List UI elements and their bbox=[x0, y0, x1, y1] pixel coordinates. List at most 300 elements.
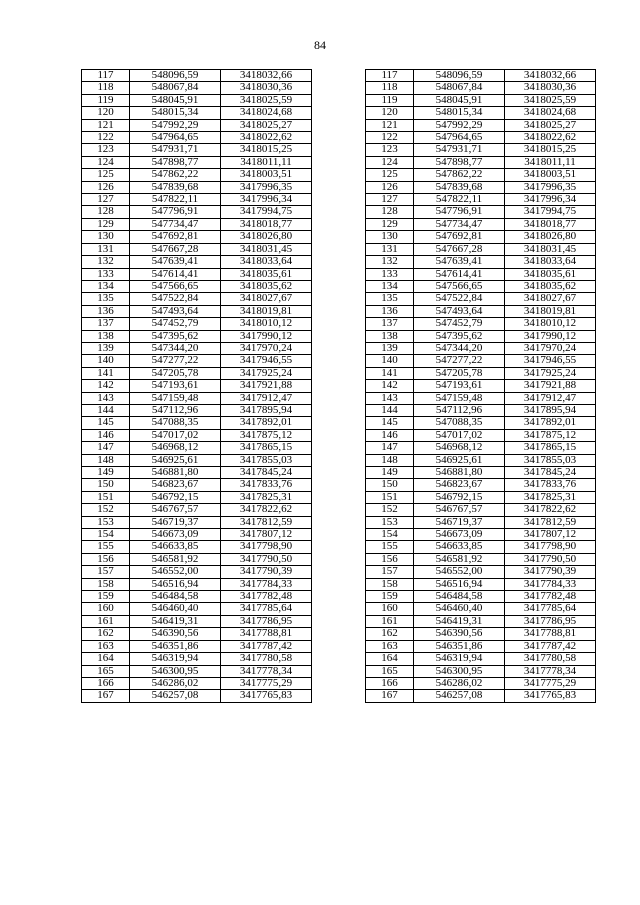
left-point-number-cell: 155 bbox=[82, 541, 130, 553]
table-row bbox=[82, 479, 596, 491]
column-gap bbox=[312, 529, 366, 541]
table-row bbox=[82, 70, 596, 82]
right-y-coordinate-cell: 3417778,34 bbox=[505, 665, 596, 677]
left-point-number-cell: 159 bbox=[82, 591, 130, 603]
table-row bbox=[82, 541, 596, 553]
table-row bbox=[82, 367, 596, 379]
left-y-coordinate-cell: 3418027,67 bbox=[221, 293, 312, 305]
right-x-coordinate-cell: 547692,81 bbox=[414, 231, 505, 243]
right-point-number-cell: 123 bbox=[366, 144, 414, 156]
left-x-coordinate-cell: 546419,31 bbox=[130, 615, 221, 627]
column-gap bbox=[312, 442, 366, 454]
table-row bbox=[82, 677, 596, 689]
right-point-number-cell: 156 bbox=[366, 553, 414, 565]
right-y-coordinate-cell: 3418010,12 bbox=[505, 318, 596, 330]
left-y-coordinate-cell: 3417765,83 bbox=[221, 690, 312, 702]
table-row bbox=[82, 181, 596, 193]
right-y-coordinate-cell: 3418025,27 bbox=[505, 119, 596, 131]
table-row bbox=[82, 194, 596, 206]
right-point-number-cell: 150 bbox=[366, 479, 414, 491]
right-point-number-cell: 151 bbox=[366, 491, 414, 503]
column-gap bbox=[312, 119, 366, 131]
left-y-coordinate-cell: 3417782,48 bbox=[221, 591, 312, 603]
left-y-coordinate-cell: 3418031,45 bbox=[221, 243, 312, 255]
column-gap bbox=[312, 504, 366, 516]
table-row bbox=[82, 566, 596, 578]
right-x-coordinate-cell: 546767,57 bbox=[414, 504, 505, 516]
right-x-coordinate-cell: 546552,00 bbox=[414, 566, 505, 578]
table-row bbox=[82, 467, 596, 479]
column-gap bbox=[312, 156, 366, 168]
right-y-coordinate-cell: 3417790,39 bbox=[505, 566, 596, 578]
right-y-coordinate-cell: 3417822,62 bbox=[505, 504, 596, 516]
left-point-number-cell: 163 bbox=[82, 640, 130, 652]
right-y-coordinate-cell: 3417775,29 bbox=[505, 677, 596, 689]
table-row bbox=[82, 429, 596, 441]
right-point-number-cell: 148 bbox=[366, 454, 414, 466]
table-row bbox=[82, 392, 596, 404]
right-x-coordinate-cell: 548096,59 bbox=[414, 70, 505, 82]
right-point-number-cell: 162 bbox=[366, 628, 414, 640]
right-point-number-cell: 152 bbox=[366, 504, 414, 516]
column-gap bbox=[312, 181, 366, 193]
right-x-coordinate-cell: 547898,77 bbox=[414, 156, 505, 168]
column-gap bbox=[312, 615, 366, 627]
left-point-number-cell: 124 bbox=[82, 156, 130, 168]
right-y-coordinate-cell: 3417970,24 bbox=[505, 342, 596, 354]
left-y-coordinate-cell: 3417786,95 bbox=[221, 615, 312, 627]
table-row bbox=[82, 280, 596, 292]
right-x-coordinate-cell: 546300,95 bbox=[414, 665, 505, 677]
left-x-coordinate-cell: 547277,22 bbox=[130, 355, 221, 367]
left-point-number-cell: 158 bbox=[82, 578, 130, 590]
right-x-coordinate-cell: 547667,28 bbox=[414, 243, 505, 255]
left-point-number-cell: 120 bbox=[82, 107, 130, 119]
column-gap bbox=[312, 454, 366, 466]
table-row bbox=[82, 144, 596, 156]
right-x-coordinate-cell: 548045,91 bbox=[414, 94, 505, 106]
right-x-coordinate-cell: 547839,68 bbox=[414, 181, 505, 193]
right-x-coordinate-cell: 546286,02 bbox=[414, 677, 505, 689]
left-x-coordinate-cell: 547017,02 bbox=[130, 429, 221, 441]
left-y-coordinate-cell: 3417780,58 bbox=[221, 653, 312, 665]
right-y-coordinate-cell: 3418015,25 bbox=[505, 144, 596, 156]
right-x-coordinate-cell: 546968,12 bbox=[414, 442, 505, 454]
right-y-coordinate-cell: 3417865,15 bbox=[505, 442, 596, 454]
column-gap bbox=[312, 330, 366, 342]
left-x-coordinate-cell: 547734,47 bbox=[130, 218, 221, 230]
left-point-number-cell: 133 bbox=[82, 268, 130, 280]
right-x-coordinate-cell: 547017,02 bbox=[414, 429, 505, 441]
left-x-coordinate-cell: 547344,20 bbox=[130, 342, 221, 354]
left-y-coordinate-cell: 3417994,75 bbox=[221, 206, 312, 218]
left-point-number-cell: 150 bbox=[82, 479, 130, 491]
right-point-number-cell: 158 bbox=[366, 578, 414, 590]
left-x-coordinate-cell: 547692,81 bbox=[130, 231, 221, 243]
column-gap bbox=[312, 169, 366, 181]
right-point-number-cell: 164 bbox=[366, 653, 414, 665]
left-x-coordinate-cell: 547395,62 bbox=[130, 330, 221, 342]
column-gap bbox=[312, 467, 366, 479]
right-x-coordinate-cell: 547112,96 bbox=[414, 404, 505, 416]
left-point-number-cell: 160 bbox=[82, 603, 130, 615]
right-y-coordinate-cell: 3418035,61 bbox=[505, 268, 596, 280]
right-point-number-cell: 139 bbox=[366, 342, 414, 354]
left-y-coordinate-cell: 3417925,24 bbox=[221, 367, 312, 379]
right-x-coordinate-cell: 548067,84 bbox=[414, 82, 505, 94]
left-point-number-cell: 148 bbox=[82, 454, 130, 466]
column-gap bbox=[312, 653, 366, 665]
right-x-coordinate-cell: 547964,65 bbox=[414, 132, 505, 144]
right-x-coordinate-cell: 547822,11 bbox=[414, 194, 505, 206]
table-row bbox=[82, 578, 596, 590]
column-gap bbox=[312, 268, 366, 280]
left-point-number-cell: 126 bbox=[82, 181, 130, 193]
table-row bbox=[82, 454, 596, 466]
right-y-coordinate-cell: 3417895,94 bbox=[505, 404, 596, 416]
left-point-number-cell: 166 bbox=[82, 677, 130, 689]
column-gap bbox=[312, 305, 366, 317]
right-y-coordinate-cell: 3417875,12 bbox=[505, 429, 596, 441]
right-x-coordinate-cell: 547614,41 bbox=[414, 268, 505, 280]
right-point-number-cell: 144 bbox=[366, 404, 414, 416]
right-y-coordinate-cell: 3417996,34 bbox=[505, 194, 596, 206]
column-gap bbox=[312, 318, 366, 330]
left-y-coordinate-cell: 3417812,59 bbox=[221, 516, 312, 528]
column-gap bbox=[312, 640, 366, 652]
left-x-coordinate-cell: 546351,86 bbox=[130, 640, 221, 652]
left-y-coordinate-cell: 3417996,34 bbox=[221, 194, 312, 206]
left-y-coordinate-cell: 3417895,94 bbox=[221, 404, 312, 416]
right-point-number-cell: 130 bbox=[366, 231, 414, 243]
left-x-coordinate-cell: 546792,15 bbox=[130, 491, 221, 503]
table-row bbox=[82, 491, 596, 503]
left-y-coordinate-cell: 3418019,81 bbox=[221, 305, 312, 317]
left-point-number-cell: 137 bbox=[82, 318, 130, 330]
right-point-number-cell: 143 bbox=[366, 392, 414, 404]
right-point-number-cell: 128 bbox=[366, 206, 414, 218]
left-x-coordinate-cell: 547159,48 bbox=[130, 392, 221, 404]
left-x-coordinate-cell: 546286,02 bbox=[130, 677, 221, 689]
column-gap bbox=[312, 94, 366, 106]
right-x-coordinate-cell: 546673,09 bbox=[414, 529, 505, 541]
table-row bbox=[82, 417, 596, 429]
left-x-coordinate-cell: 546968,12 bbox=[130, 442, 221, 454]
left-y-coordinate-cell: 3417775,29 bbox=[221, 677, 312, 689]
left-x-coordinate-cell: 547667,28 bbox=[130, 243, 221, 255]
left-point-number-cell: 130 bbox=[82, 231, 130, 243]
left-x-coordinate-cell: 547614,41 bbox=[130, 268, 221, 280]
right-point-number-cell: 129 bbox=[366, 218, 414, 230]
right-point-number-cell: 132 bbox=[366, 256, 414, 268]
column-gap bbox=[312, 677, 366, 689]
right-y-coordinate-cell: 3417785,64 bbox=[505, 603, 596, 615]
left-point-number-cell: 131 bbox=[82, 243, 130, 255]
right-y-coordinate-cell: 3417807,12 bbox=[505, 529, 596, 541]
right-y-coordinate-cell: 3418031,45 bbox=[505, 243, 596, 255]
left-point-number-cell: 139 bbox=[82, 342, 130, 354]
left-point-number-cell: 165 bbox=[82, 665, 130, 677]
table-row bbox=[82, 318, 596, 330]
table-row bbox=[82, 628, 596, 640]
left-y-coordinate-cell: 3418003,51 bbox=[221, 169, 312, 181]
left-y-coordinate-cell: 3417996,35 bbox=[221, 181, 312, 193]
left-point-number-cell: 143 bbox=[82, 392, 130, 404]
right-point-number-cell: 136 bbox=[366, 305, 414, 317]
left-x-coordinate-cell: 548096,59 bbox=[130, 70, 221, 82]
left-x-coordinate-cell: 546633,85 bbox=[130, 541, 221, 553]
table-row bbox=[82, 690, 596, 702]
left-x-coordinate-cell: 547839,68 bbox=[130, 181, 221, 193]
left-x-coordinate-cell: 548045,91 bbox=[130, 94, 221, 106]
table-row bbox=[82, 640, 596, 652]
left-point-number-cell: 118 bbox=[82, 82, 130, 94]
left-y-coordinate-cell: 3417822,62 bbox=[221, 504, 312, 516]
left-point-number-cell: 135 bbox=[82, 293, 130, 305]
column-gap bbox=[312, 206, 366, 218]
column-gap bbox=[312, 82, 366, 94]
right-y-coordinate-cell: 3417787,42 bbox=[505, 640, 596, 652]
left-point-number-cell: 122 bbox=[82, 132, 130, 144]
left-x-coordinate-cell: 547452,79 bbox=[130, 318, 221, 330]
left-y-coordinate-cell: 3417833,76 bbox=[221, 479, 312, 491]
right-y-coordinate-cell: 3418024,68 bbox=[505, 107, 596, 119]
right-point-number-cell: 120 bbox=[366, 107, 414, 119]
right-point-number-cell: 117 bbox=[366, 70, 414, 82]
right-point-number-cell: 157 bbox=[366, 566, 414, 578]
left-x-coordinate-cell: 547088,35 bbox=[130, 417, 221, 429]
right-y-coordinate-cell: 3417990,12 bbox=[505, 330, 596, 342]
left-x-coordinate-cell: 546581,92 bbox=[130, 553, 221, 565]
left-x-coordinate-cell: 546823,67 bbox=[130, 479, 221, 491]
column-gap bbox=[312, 280, 366, 292]
left-y-coordinate-cell: 3418015,25 bbox=[221, 144, 312, 156]
column-gap bbox=[312, 665, 366, 677]
column-gap bbox=[312, 516, 366, 528]
column-gap bbox=[312, 367, 366, 379]
right-y-coordinate-cell: 3418019,81 bbox=[505, 305, 596, 317]
table-row bbox=[82, 169, 596, 181]
left-y-coordinate-cell: 3417788,81 bbox=[221, 628, 312, 640]
table-row bbox=[82, 156, 596, 168]
right-point-number-cell: 149 bbox=[366, 467, 414, 479]
coordinates-table bbox=[81, 69, 596, 703]
right-point-number-cell: 166 bbox=[366, 677, 414, 689]
column-gap bbox=[312, 553, 366, 565]
left-y-coordinate-cell: 3418024,68 bbox=[221, 107, 312, 119]
right-y-coordinate-cell: 3417812,59 bbox=[505, 516, 596, 528]
column-gap bbox=[312, 194, 366, 206]
left-x-coordinate-cell: 546390,56 bbox=[130, 628, 221, 640]
left-y-coordinate-cell: 3417970,24 bbox=[221, 342, 312, 354]
column-gap bbox=[312, 144, 366, 156]
right-x-coordinate-cell: 547088,35 bbox=[414, 417, 505, 429]
right-point-number-cell: 159 bbox=[366, 591, 414, 603]
page-number: 84 bbox=[314, 38, 326, 52]
column-gap bbox=[312, 404, 366, 416]
right-y-coordinate-cell: 3417833,76 bbox=[505, 479, 596, 491]
left-x-coordinate-cell: 547205,78 bbox=[130, 367, 221, 379]
right-point-number-cell: 161 bbox=[366, 615, 414, 627]
column-gap bbox=[312, 591, 366, 603]
left-point-number-cell: 154 bbox=[82, 529, 130, 541]
right-point-number-cell: 153 bbox=[366, 516, 414, 528]
right-y-coordinate-cell: 3417780,58 bbox=[505, 653, 596, 665]
right-point-number-cell: 142 bbox=[366, 380, 414, 392]
right-x-coordinate-cell: 547992,29 bbox=[414, 119, 505, 131]
right-point-number-cell: 155 bbox=[366, 541, 414, 553]
left-x-coordinate-cell: 546300,95 bbox=[130, 665, 221, 677]
left-y-coordinate-cell: 3417855,03 bbox=[221, 454, 312, 466]
right-y-coordinate-cell: 3417765,83 bbox=[505, 690, 596, 702]
right-y-coordinate-cell: 3418026,80 bbox=[505, 231, 596, 243]
right-y-coordinate-cell: 3417946,55 bbox=[505, 355, 596, 367]
table-row bbox=[82, 82, 596, 94]
left-x-coordinate-cell: 547964,65 bbox=[130, 132, 221, 144]
right-y-coordinate-cell: 3418018,77 bbox=[505, 218, 596, 230]
table-row bbox=[82, 653, 596, 665]
column-gap bbox=[312, 70, 366, 82]
left-y-coordinate-cell: 3417778,34 bbox=[221, 665, 312, 677]
left-y-coordinate-cell: 3418018,77 bbox=[221, 218, 312, 230]
right-point-number-cell: 122 bbox=[366, 132, 414, 144]
column-gap bbox=[312, 429, 366, 441]
left-x-coordinate-cell: 546552,00 bbox=[130, 566, 221, 578]
right-y-coordinate-cell: 3417925,24 bbox=[505, 367, 596, 379]
left-y-coordinate-cell: 3418025,27 bbox=[221, 119, 312, 131]
left-y-coordinate-cell: 3417785,64 bbox=[221, 603, 312, 615]
left-y-coordinate-cell: 3418033,64 bbox=[221, 256, 312, 268]
right-point-number-cell: 125 bbox=[366, 169, 414, 181]
left-point-number-cell: 134 bbox=[82, 280, 130, 292]
left-point-number-cell: 147 bbox=[82, 442, 130, 454]
left-point-number-cell: 149 bbox=[82, 467, 130, 479]
right-y-coordinate-cell: 3418035,62 bbox=[505, 280, 596, 292]
right-y-coordinate-cell: 3418030,36 bbox=[505, 82, 596, 94]
column-gap bbox=[312, 392, 366, 404]
left-y-coordinate-cell: 3417865,15 bbox=[221, 442, 312, 454]
right-y-coordinate-cell: 3417798,90 bbox=[505, 541, 596, 553]
left-y-coordinate-cell: 3418026,80 bbox=[221, 231, 312, 243]
right-point-number-cell: 138 bbox=[366, 330, 414, 342]
column-gap bbox=[312, 256, 366, 268]
right-x-coordinate-cell: 547566,65 bbox=[414, 280, 505, 292]
left-x-coordinate-cell: 547112,96 bbox=[130, 404, 221, 416]
left-y-coordinate-cell: 3417798,90 bbox=[221, 541, 312, 553]
right-x-coordinate-cell: 547522,84 bbox=[414, 293, 505, 305]
table-row bbox=[82, 591, 596, 603]
right-x-coordinate-cell: 546581,92 bbox=[414, 553, 505, 565]
left-x-coordinate-cell: 547898,77 bbox=[130, 156, 221, 168]
right-x-coordinate-cell: 547452,79 bbox=[414, 318, 505, 330]
column-gap bbox=[312, 293, 366, 305]
right-x-coordinate-cell: 546390,56 bbox=[414, 628, 505, 640]
column-gap bbox=[312, 342, 366, 354]
left-point-number-cell: 144 bbox=[82, 404, 130, 416]
right-y-coordinate-cell: 3417790,50 bbox=[505, 553, 596, 565]
left-x-coordinate-cell: 546484,58 bbox=[130, 591, 221, 603]
left-point-number-cell: 121 bbox=[82, 119, 130, 131]
left-point-number-cell: 132 bbox=[82, 256, 130, 268]
right-y-coordinate-cell: 3417892,01 bbox=[505, 417, 596, 429]
table-row bbox=[82, 268, 596, 280]
right-point-number-cell: 147 bbox=[366, 442, 414, 454]
left-x-coordinate-cell: 547193,61 bbox=[130, 380, 221, 392]
left-point-number-cell: 146 bbox=[82, 429, 130, 441]
right-x-coordinate-cell: 547931,71 bbox=[414, 144, 505, 156]
left-x-coordinate-cell: 546319,94 bbox=[130, 653, 221, 665]
left-y-coordinate-cell: 3418035,61 bbox=[221, 268, 312, 280]
right-point-number-cell: 124 bbox=[366, 156, 414, 168]
right-x-coordinate-cell: 546823,67 bbox=[414, 479, 505, 491]
right-x-coordinate-cell: 546419,31 bbox=[414, 615, 505, 627]
table-row bbox=[82, 107, 596, 119]
right-point-number-cell: 140 bbox=[366, 355, 414, 367]
right-point-number-cell: 154 bbox=[366, 529, 414, 541]
left-x-coordinate-cell: 546881,80 bbox=[130, 467, 221, 479]
left-point-number-cell: 125 bbox=[82, 169, 130, 181]
left-point-number-cell: 127 bbox=[82, 194, 130, 206]
column-gap bbox=[312, 243, 366, 255]
left-x-coordinate-cell: 547796,91 bbox=[130, 206, 221, 218]
column-gap bbox=[312, 603, 366, 615]
right-y-coordinate-cell: 3418025,59 bbox=[505, 94, 596, 106]
left-point-number-cell: 167 bbox=[82, 690, 130, 702]
right-x-coordinate-cell: 546792,15 bbox=[414, 491, 505, 503]
table-row bbox=[82, 355, 596, 367]
right-point-number-cell: 141 bbox=[366, 367, 414, 379]
right-point-number-cell: 131 bbox=[366, 243, 414, 255]
right-point-number-cell: 127 bbox=[366, 194, 414, 206]
left-y-coordinate-cell: 3418010,12 bbox=[221, 318, 312, 330]
right-x-coordinate-cell: 547205,78 bbox=[414, 367, 505, 379]
coordinates-table-body bbox=[82, 70, 596, 703]
right-point-number-cell: 146 bbox=[366, 429, 414, 441]
column-gap bbox=[312, 690, 366, 702]
column-gap bbox=[312, 231, 366, 243]
left-x-coordinate-cell: 547566,65 bbox=[130, 280, 221, 292]
left-x-coordinate-cell: 546925,61 bbox=[130, 454, 221, 466]
column-gap bbox=[312, 218, 366, 230]
left-point-number-cell: 142 bbox=[82, 380, 130, 392]
left-y-coordinate-cell: 3417784,33 bbox=[221, 578, 312, 590]
left-point-number-cell: 141 bbox=[82, 367, 130, 379]
right-y-coordinate-cell: 3418011,11 bbox=[505, 156, 596, 168]
left-x-coordinate-cell: 546719,37 bbox=[130, 516, 221, 528]
table-row bbox=[82, 231, 596, 243]
left-y-coordinate-cell: 3417790,39 bbox=[221, 566, 312, 578]
right-point-number-cell: 163 bbox=[366, 640, 414, 652]
right-y-coordinate-cell: 3418003,51 bbox=[505, 169, 596, 181]
table-row bbox=[82, 119, 596, 131]
left-x-coordinate-cell: 546516,94 bbox=[130, 578, 221, 590]
left-x-coordinate-cell: 547522,84 bbox=[130, 293, 221, 305]
table-row bbox=[82, 94, 596, 106]
table-row bbox=[82, 305, 596, 317]
right-point-number-cell: 118 bbox=[366, 82, 414, 94]
table-row bbox=[82, 404, 596, 416]
right-y-coordinate-cell: 3418032,66 bbox=[505, 70, 596, 82]
right-y-coordinate-cell: 3417855,03 bbox=[505, 454, 596, 466]
right-y-coordinate-cell: 3417784,33 bbox=[505, 578, 596, 590]
left-point-number-cell: 162 bbox=[82, 628, 130, 640]
left-y-coordinate-cell: 3417787,42 bbox=[221, 640, 312, 652]
left-point-number-cell: 117 bbox=[82, 70, 130, 82]
right-x-coordinate-cell: 547796,91 bbox=[414, 206, 505, 218]
right-x-coordinate-cell: 546319,94 bbox=[414, 653, 505, 665]
left-point-number-cell: 164 bbox=[82, 653, 130, 665]
left-y-coordinate-cell: 3417875,12 bbox=[221, 429, 312, 441]
